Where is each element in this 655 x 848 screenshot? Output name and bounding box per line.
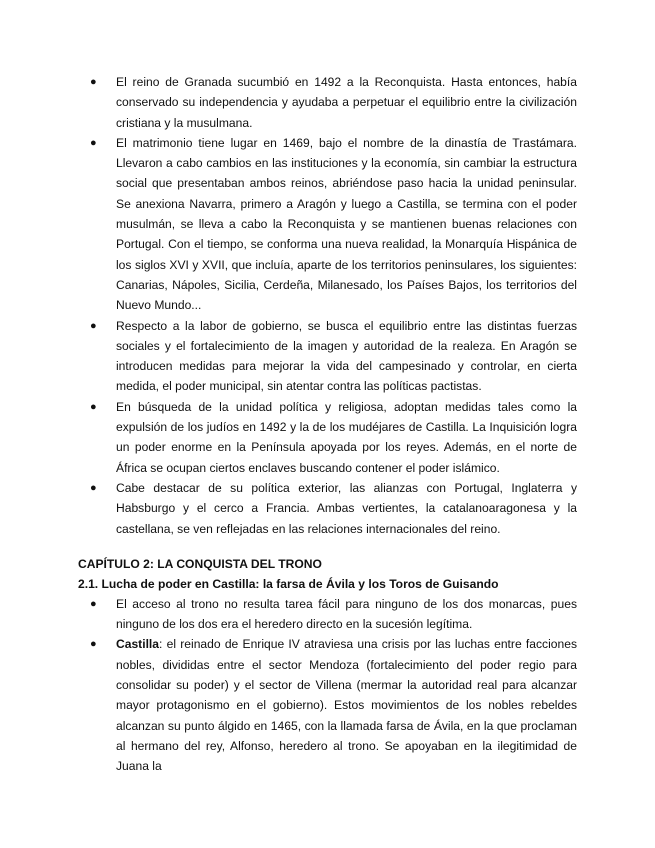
list-item-text: Cabe destacar de su política exterior, las alianzas con Portugal, Inglaterra y Habsburgo y el cerco a Francia. Ambas vertientes, la catalanoaragonesa y la castellana, se ven reflejadas en las relaciones internacionales del reino. <box>116 480 577 536</box>
bullet-icon: ● <box>90 319 97 332</box>
bullet-icon: ● <box>90 481 97 494</box>
list-item-text: Respecto a la labor de gobierno, se busca el equilibrio entre las distintas fuerzas sociales y el fortalecimiento de la imagen y autoridad de la realeza. En Aragón se introducen medidas para mejorar la vida del campesinado y controlar, en cierta medida, el poder municipal, sin atentar contra las políticas pactistas. <box>116 318 577 394</box>
list-item <box>78 72 577 133</box>
bullet-icon: ● <box>90 136 97 149</box>
bullet-icon: ● <box>90 76 97 88</box>
bullet-icon: ● <box>90 597 97 610</box>
list-item-text: En búsqueda de la unidad política y religiosa, adoptan medidas tales como la expulsión de los judíos en 1492 y la de los mudéjares de Castilla. La Inquisición logra un poder enorme en la Península apoyada por los reyes. Además, en el norte de África se ocupan ciertos enclaves buscando contener el poder islámico. <box>116 399 577 475</box>
section-heading: 2.1. Lucha de poder en Castilla: la farsa de Ávila y los Toros de Guisando <box>78 576 499 591</box>
list-item <box>78 594 577 635</box>
list-item-text: El acceso al trono no resulta tarea fácil para ninguno de los dos monarcas, pues ninguno de los dos era el heredero directo en la sucesión legítima. <box>116 596 577 632</box>
list-item-text: El reino de Granada sucumbió en 1492 a la Reconquista. Hasta entonces, había conservado su independencia y ayudaba a perpetuar el equilibrio entre la civilización cristiana y la musulmana. <box>116 75 577 130</box>
list-item <box>78 397 577 478</box>
list-item-bold-term: Castilla <box>116 637 160 652</box>
list-item <box>78 133 577 316</box>
list-item <box>78 478 577 539</box>
section-bullet-list <box>78 594 577 777</box>
chapter-heading: CAPÍTULO 2: LA CONQUISTA DEL TRONO <box>78 556 322 571</box>
intro-bullet-list <box>78 72 577 539</box>
bullet-icon: ● <box>90 400 97 413</box>
list-item <box>78 634 577 776</box>
bullet-icon: ● <box>90 638 97 651</box>
list-item-text: : el reinado de Enrique IV atraviesa una crisis por las luchas entre facciones nobles, divididas entre el sector Mendoza (fortalecimiento del poder regio para consolidar su poder) y el sector de Villena (mermar la autoridad real para alcanzar mayor protagonismo en el gobierno). Estos movimientos de los nobles rebeldes alcanzan su punto álgido en 1465, con la llamada farsa de Ávila, en la que proclaman al hermano del rey, Alfonso, heredero al trono. Se apoyaban en la ilegitimidad de Juana la <box>116 637 577 774</box>
list-item <box>78 316 577 397</box>
list-item-text: El matrimonio tiene lugar en 1469, bajo el nombre de la dinastía de Trastámara. Llevaron a cabo cambios en las instituciones y la economía, sin cambiar la estructura social que presentaban ambos reinos, abriéndose paso hacia la unidad peninsular. Se anexiona Navarra, primero a Aragón y luego a Castilla, se termina con el poder musulmán, se lleva a cabo la Reconquista y se mantienen buenas relaciones con Portugal. Con el tiempo, se conforma una nueva realidad, la Monarquía Hispánica de los siglos XVI y XVII, que incluía, aparte de los territorios peninsulares, los siguientes: Canarias, Nápoles, Sicilia, Cerdeña, Milanesado, los Países Bajos, los territorios del Nuevo Mundo... <box>116 135 577 313</box>
